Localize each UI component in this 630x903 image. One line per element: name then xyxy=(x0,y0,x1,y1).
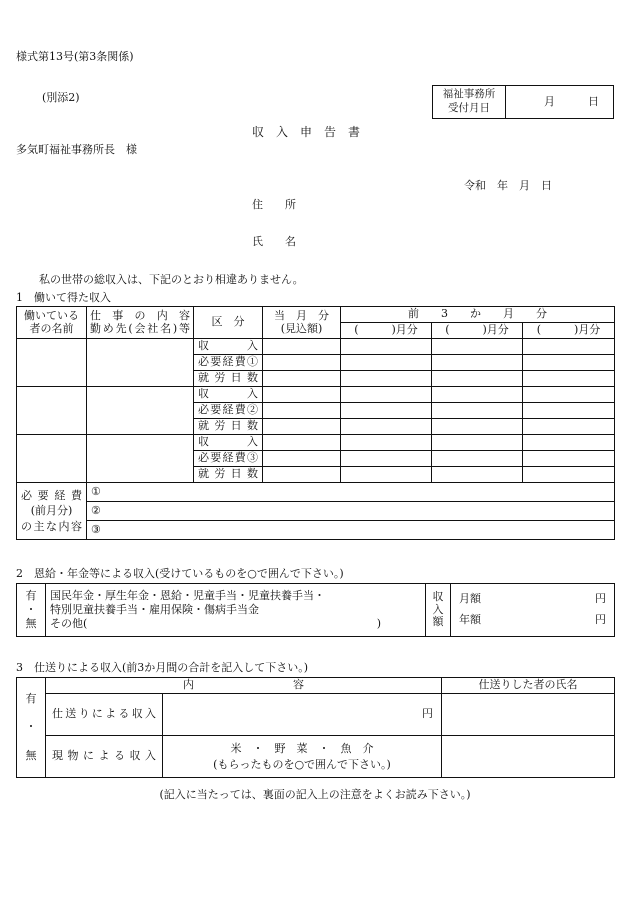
pension-yes-no[interactable]: 有 ・ 無 xyxy=(17,584,46,637)
col-prev-header: 前 3 か 月 分 xyxy=(341,307,615,323)
expense-item-3[interactable]: ③ xyxy=(87,521,615,540)
col-job-header: 仕事の内容 勤め先(会社名)等 xyxy=(87,307,194,339)
footer-note: (記入に当たっては、裏面の記入上の注意をよくお読み下さい。) xyxy=(159,788,471,801)
reception-date[interactable]: 月 日 xyxy=(506,86,614,119)
prev-month-3[interactable]: ( )月分 xyxy=(523,323,615,339)
address-label: 住 所 xyxy=(252,198,296,211)
remittance-table xyxy=(16,677,615,778)
row-remittance-label: 仕送りによる収入 xyxy=(46,694,163,736)
row-label: 就労日数 xyxy=(194,467,263,483)
pension-types[interactable]: 国民年金・厚生年金・恩給・児童手当・児童扶養手当・ 特別児童扶養手当・雇用保険・傷病手当金 その他( ) xyxy=(46,584,426,637)
section1-heading: 1 働いて得た収入 xyxy=(16,291,111,304)
col-person-header: 働いている 者の名前 xyxy=(17,307,87,339)
job-cell[interactable] xyxy=(87,435,194,483)
prev-month-2[interactable]: ( )月分 xyxy=(432,323,523,339)
form-number: 様式第13号(第3条関係) xyxy=(16,50,134,63)
income-amounts[interactable]: 月額 円 年額 円 xyxy=(451,584,615,637)
row-label: 必要経費② xyxy=(194,403,263,419)
prev-month-1[interactable]: ( )月分 xyxy=(341,323,432,339)
declaration-text: 私の世帯の総収入は、下記のとおり相違ありません。 xyxy=(39,273,304,286)
earned-income-table xyxy=(16,306,615,540)
date-line[interactable]: 令和 年 月 日 xyxy=(464,179,552,192)
row-label: 収 入 xyxy=(194,435,263,451)
row-label: 必要経費③ xyxy=(194,451,263,467)
attachment-label: (別添2) xyxy=(42,91,80,104)
reception-label: 福祉事務所 受付月日 xyxy=(433,86,506,119)
job-cell[interactable] xyxy=(87,339,194,387)
remittance-amount[interactable]: 円 xyxy=(163,694,442,736)
col-current-header: 当 月 分 (見込額) xyxy=(263,307,341,339)
col-kubun-header: 区 分 xyxy=(194,307,263,339)
reception-box xyxy=(432,85,614,119)
expense-item-1[interactable]: ① xyxy=(87,483,615,502)
job-cell[interactable] xyxy=(87,387,194,435)
row-label: 就労日数 xyxy=(194,371,263,387)
row-label: 収 入 xyxy=(194,387,263,403)
row-label: 就労日数 xyxy=(194,419,263,435)
section2-heading: 2 恩給・年金等による収入(受けているものを○で囲んで下さい。) xyxy=(16,567,344,580)
col-sender-header: 仕送りした者の氏名 xyxy=(442,678,615,694)
section3-heading: 3 仕送りによる収入(前3か月間の合計を記入して下さい。) xyxy=(16,661,309,674)
person-name-cell[interactable] xyxy=(17,387,87,435)
income-label: 収 入 額 xyxy=(426,584,451,637)
row-label: 必要経費① xyxy=(194,355,263,371)
addressee: 多気町福祉事務所長 様 xyxy=(16,143,137,156)
sender-name-1[interactable] xyxy=(442,694,615,736)
pension-table xyxy=(16,583,615,637)
name-label: 氏 名 xyxy=(252,235,296,248)
expense-item-2[interactable]: ② xyxy=(87,502,615,521)
expense-label: 必要経費 (前月分) の主な内容 xyxy=(17,483,87,540)
sender-name-2[interactable] xyxy=(442,736,615,778)
person-name-cell[interactable] xyxy=(17,435,87,483)
col-content-header: 内 容 xyxy=(46,678,442,694)
row-inkind-label: 現物による収入 xyxy=(46,736,163,778)
inkind-items[interactable]: 米 ・ 野 菜 ・ 魚 介 (もらったものを○で囲んで下さい。) xyxy=(163,736,442,778)
row-label: 収 入 xyxy=(194,339,263,355)
page-title: 収 入 申 告 書 xyxy=(252,125,361,139)
person-name-cell[interactable] xyxy=(17,339,87,387)
remittance-yes-no[interactable]: 有 ・ 無 xyxy=(17,678,46,778)
